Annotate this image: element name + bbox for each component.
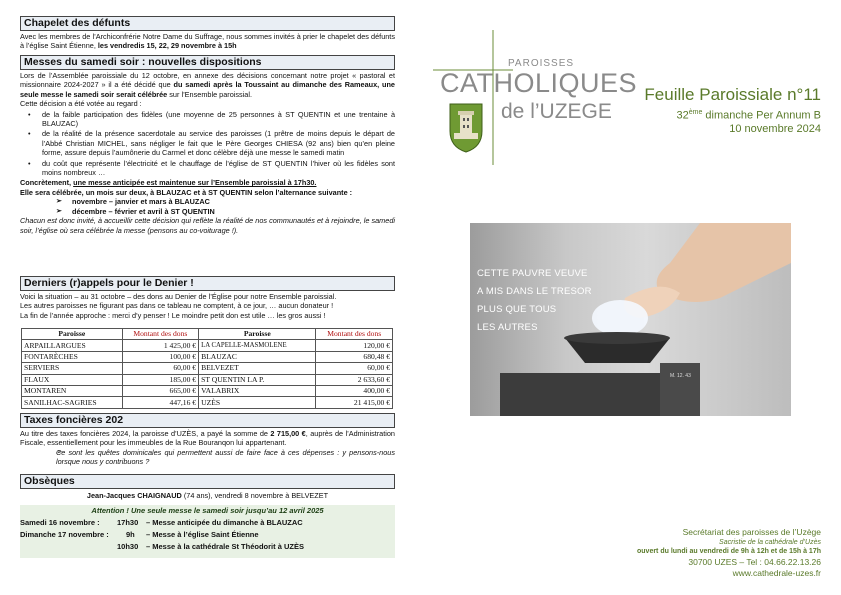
denier-text: Voici la situation – au 31 octobre – des dons au Denier de l’Église pour notre Ensemble paroissial. Les autres paroisses ne figurant pas dans ce tableau ne comptent, à ce jour, … aucun donateur ! La fin de l’année approche : merci d’y penser ! Le moindre petit don est utile … les gros aussi ! [20,292,337,320]
list-item: • du coût que représente l’électricité et le chauffage de l’église de ST QUENTIN l’hiver où les fidèles sont moins nombreux … [42,159,395,178]
attention-text: Attention ! Une seule messe le samedi soir jusqu’au 12 avril 2025 [91,506,324,515]
dons-table [21,328,393,409]
box-label: M. 12. 43 [670,373,691,379]
masthead-title: Feuille Paroissiale n°11 [644,85,821,104]
widow-offering-photo [470,223,791,416]
list-item: • de la faible participation des fidèles (une moyenne de 25 personnes à ST QUENTIN et une trentaine à BLAUZAC) [42,110,395,129]
secretariat-title: Secrétariat des paroisses de l’Uzège [682,527,821,537]
obseques-heading: Obsèques [20,474,395,489]
secretariat-website-link[interactable]: www.cathedrale-uzes.fr [732,568,821,578]
secretariat-address: 30700 UZES – Tel : 04.66.22.13.26 [688,557,821,567]
list-item: • de la réalité de la présence sacerdotale au service des paroisses (1 prêtre de moins depuis le départ de l’Abbé Christian MICHEL, sans négliger le fait que le Père Georges CHIESA (92 ans) bien qu’en pleine forme, assure depuis l’aumônerie du Carmel et donc célèbre déjà une messe le samedi matin [42,129,395,157]
coat-of-arms-icon [449,103,483,153]
taxes-heading: Taxes foncières 202 [20,413,395,428]
photo-caption: CETTE PAUVRE VEUVE A MIS DANS LE TRESOR PLUS QUE TOUS LES AUTRES [477,268,592,333]
table-row: SERVIERS 60,00 € BELVEZET 60,00 € [22,363,393,374]
mass-schedule-notice [20,505,395,558]
secretariat-subtitle: Sacristie de la cathédrale d’Uzès [719,539,821,546]
table-row: SANILHAC-SAGRIES 447,16 € UZÈS 21 415,00 € [22,397,393,408]
messes-heading: Messes du samedi soir : nouvelles dispositions [20,55,395,70]
schedule-line: Samedi 16 novembre : 17h30 – Messe anticipée du dimanche à BLAUZAC [20,518,303,527]
masthead-sunday: 32ème dimanche Per Annum B 10 novembre 2024 [676,109,821,135]
denier-heading: Derniers (r)appels pour le Denier ! [20,276,395,291]
table-row: FONTARÈCHES 100,00 € BLAUZAC 680,48 € [22,351,393,362]
parish-logo [418,30,638,170]
obseques-text: Jean-Jacques CHAIGNAUD (74 ans), vendredi 8 novembre à BELVEZET [86,491,329,500]
schedule-line: Dimanche 17 novembre : 9h – Messe à l’église Saint Étienne [20,530,259,539]
list-item: ➢ novembre – janvier et mars à BLAUZAC [20,197,395,206]
logo-catholiques: CATHOLIQUES [440,68,638,98]
messes-text: Lors de l’Assemblée paroissiale du 12 octobre, en annexe des décisions concernant notre projet « pastoral et missionnaire 2024-2027 » il a été décidé que du samedi après la Toussaint au dimanche des Rameaux, une seule messe le samedi soir serait célébrée sur l’Ensemble paroissial. Cette décision a été votée au regard : • de la faible participation des fidèles (une moyenne de 25 personnes à ST QUENTIN et une trentaine à BLAUZAC) • de la réalité de la présence sacerdotale au service des paroisses (1 prêtre de moins depuis le départ de l’Abbé Christian MICHEL, sans négliger le fait que le Père Georges CHIESA (92 ans) bien qu’en pleine forme, assure depuis l’aumônerie du Carmel et donc célèbre déjà une messe le samedi matin • du coût que représente l’électricité et le chauffage de l’église de ST QUENTIN l’hiver où les fidèles sont moins nombreux … Concrètement, une messe anticipée est maintenue sur l’Ensemble paroissial à 17h30. Elle sera célébrée, un mois sur deux, à BLAUZAC et à ST QUENTIN selon l’alternance suivante : ➢ novembre – janvier et mars à BLAUZAC ➢ décembre – février et avril à ST QUENTIN Chacun est donc invité, à accueillir cette décision qui reflète la réalité de nos communautés et à rejoindre, le samedi soir, l’église où sera célébrée la messe (pensons au co-voiturage !). [20,71,395,235]
masthead-date: 10 novembre 2024 [729,122,821,135]
table-row: MONTAREN 665,00 € VALABRIX 400,00 € [22,385,393,396]
table-row: FLAUX 185,00 € ST QUENTIN LA P. 2 633,60 € [22,374,393,385]
table-row: ARPAILLARGUES 1 425,00 € LA CAPELLE-MASMOLENE 120,00 € [22,340,393,351]
table-header-row: Paroisse Montant des dons Paroisse Montant des dons [22,329,393,340]
chapelet-text: Avec les membres de l’Archiconfrérie Notre Dame du Suffrage, nous sommes invités à prier le chapelet des défunts à l’église Saint Étienne, les vendredis 15, 22, 29 novembre à 15h [20,32,395,51]
list-item: ➢ décembre – février et avril à ST QUENTIN [20,207,395,216]
schedule-line: 10h30 – Messe à la cathédrale St Théodorit à UZÈS [117,542,304,551]
secretariat-hours: ouvert du lundi au vendredi de 9h à 12h et de 15h à 17h [637,548,821,555]
chapelet-heading: Chapelet des défunts [20,16,395,31]
logo-paroisses: PAROISSES [508,58,575,69]
taxes-text: Au titre des taxes foncières 2024, la paroisse d’UZÈS, a payé la somme de 2 715,00 €, auprès de l’Administration Fiscale, essentiellement pour les immeubles de la Rue Bouranqon lui appartenant. ➢ Ce sont les quêtes dominicales qui permettent aussi de faire face à ces dépenses : y pensons-nous lorsque nous y contribuons ? [20,429,395,467]
logo-uzege: de l’UZEGE [501,100,612,123]
